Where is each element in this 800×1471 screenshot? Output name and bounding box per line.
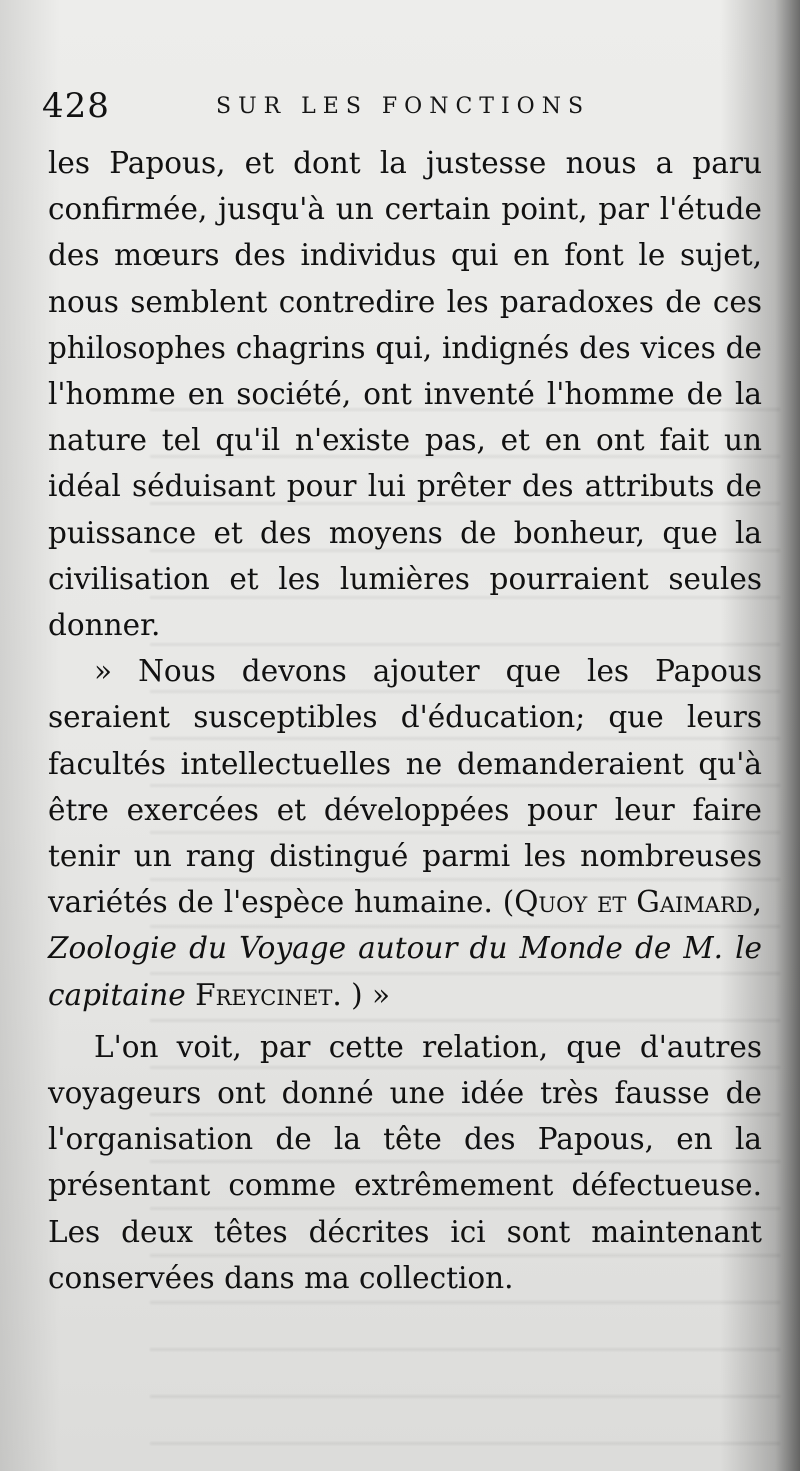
paragraph-3: L'on voit, par cette relation, que d'autres voyageurs ont donné une idée très fausse de l'organisation de la tête des Papous, en la présentant comme extrêmement défectueuse. Les deux têtes décrites ici sont maintenant conservées dans ma collection.	[48, 1029, 762, 1295]
citation-separator: ,	[752, 885, 762, 920]
paragraph-2-text: » Nous devons ajouter que les Papous seraient susceptibles d'éducation; que leurs facultés intellectuelles ne demanderaient qu'à être exercées et développées pour leur faire tenir un rang distingué parmi les nombreuses variétés de l'espèce humaine. (	[48, 654, 762, 920]
header-title: SUR LES FONCTIONS	[216, 94, 591, 119]
paragraph-2	[48, 648, 762, 1018]
main-text	[48, 140, 762, 1301]
page-number: 428	[42, 86, 110, 126]
citation-end: . ) »	[332, 977, 391, 1012]
citation-author: Quoy et Gaimard	[514, 885, 753, 920]
running-head	[42, 86, 762, 130]
citation-work: Zoologie du Voyage autour du Monde de M. le capitaine	[48, 931, 762, 1012]
citation-person: Freycinet	[195, 977, 333, 1012]
paragraph-1: les Papous, et dont la justesse nous a paru confirmée, jusqu'à un certain point, par l'étude des mœurs des individus qui en font le sujet, nous semblent contredire les paradoxes de ces philosophes chagrins qui, indignés des vices de l'homme en société, ont inventé l'homme de la nature tel qu'il n'existe pas, et en ont fait un idéal séduisant pour lui prêter des attributs de puissance et des moyens de bonheur, que la civilisation et les lumières pourraient seules donner.	[48, 146, 762, 643]
